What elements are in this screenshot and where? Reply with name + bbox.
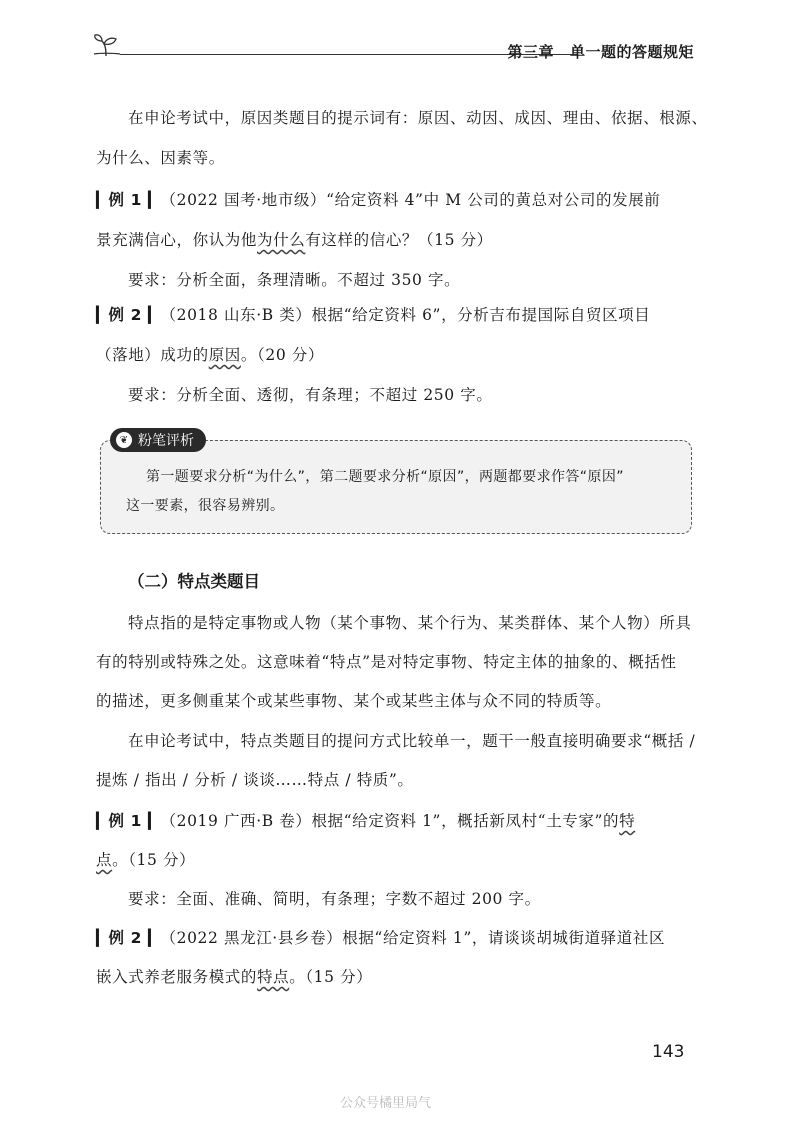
keyword-mark: 特点 bbox=[257, 968, 290, 986]
keyword-mark: 特 bbox=[619, 812, 636, 830]
comment-text: 这一要素，很容易辨别。 bbox=[126, 498, 285, 514]
example-line: （落地）成功的原因。（20 分） bbox=[96, 346, 325, 364]
example-line bbox=[96, 189, 696, 211]
example-tag: ▎例 2 ▎ bbox=[96, 306, 161, 324]
example-line bbox=[96, 304, 696, 326]
example-line: 景充满信心，你认为他为什么有这样的信心？（15 分） bbox=[96, 231, 493, 249]
paragraph-line: 有的特别或特殊之处。这意味着“特点”是对特定事物、特定主体的抽象的、概括性 bbox=[96, 653, 677, 671]
keyword-mark: 原因 bbox=[208, 346, 241, 364]
paragraph-line: 特点指的是特定事物或人物（某个事物、某个行为、某类群体、某个人物）所具 bbox=[128, 614, 692, 632]
comment-badge bbox=[110, 428, 206, 452]
example-text: （2018 山东·B 类）根据“给定资料 6”，分析吉布提国际自贸区项目 bbox=[160, 306, 651, 324]
requirement-line: 要求：分析全面、透彻，有条理；不超过 250 字。 bbox=[128, 386, 493, 404]
example-text: （2022 国考·地市级）“给定资料 4”中 M 公司的黄总对公司的发展前 bbox=[160, 191, 661, 209]
keyword-mark: 点 bbox=[96, 851, 113, 869]
page-number: 143 bbox=[652, 1042, 685, 1062]
comment-badge-label: 粉笔评析 bbox=[138, 433, 194, 449]
chapter-title bbox=[492, 41, 694, 62]
chapter-number: 第三章 bbox=[507, 43, 554, 61]
paragraph-line: 在申论考试中，原因类题目的提示词有：原因、动因、成因、理由、依据、根源、 bbox=[128, 109, 708, 127]
page-header bbox=[92, 30, 712, 66]
example-tag: ▎例 2 ▎ bbox=[96, 929, 161, 947]
paragraph-line: 为什么、因素等。 bbox=[96, 149, 225, 167]
keyword-mark: 为什么 bbox=[257, 231, 306, 249]
chapter-name: 单一题的答题规矩 bbox=[569, 43, 694, 61]
example-line: ▎例 2 ▎（2022 黑龙江·县乡卷）根据“给定资料 1”，请谈谈胡城街道驿道社区 bbox=[96, 929, 666, 947]
leaf-icon: ❦ bbox=[116, 432, 132, 448]
example-line: 嵌入式养老服务模式的特点。（15 分） bbox=[96, 968, 373, 986]
sprout-icon bbox=[92, 30, 122, 60]
paragraph-line: 提炼 / 指出 / 分析 / 谈谈……特点 / 特质”。 bbox=[96, 771, 414, 789]
requirement-line: 要求：分析全面，条理清晰。不超过 350 字。 bbox=[128, 271, 461, 289]
example-line: ▎例 1 ▎（2019 广西·B 卷）根据“给定资料 1”，概括新凤村“土专家”的特 bbox=[96, 812, 636, 830]
section-heading: （二）特点类题目 bbox=[128, 572, 260, 591]
comment-text: 第一题要求分析“为什么”，第二题要求分析“原因”，两题都要求作答“原因” bbox=[146, 469, 624, 485]
example-tag: ▎例 1 ▎ bbox=[96, 191, 161, 209]
paragraph-line: 的描述，更多侧重某个或某些事物、某个或某些主体与众不同的特质等。 bbox=[96, 692, 612, 710]
example-line: 点。（15 分） bbox=[96, 851, 196, 869]
watermark: 公众号橘里局气 bbox=[340, 1096, 432, 1111]
requirement-line: 要求：全面、准确、简明，有条理；字数不超过 200 字。 bbox=[128, 890, 541, 908]
paragraph-line: 在申论考试中，特点类题目的提问方式比较单一，题干一般直接明确要求“概括 / bbox=[128, 732, 696, 750]
example-tag: ▎例 1 ▎ bbox=[96, 812, 161, 830]
